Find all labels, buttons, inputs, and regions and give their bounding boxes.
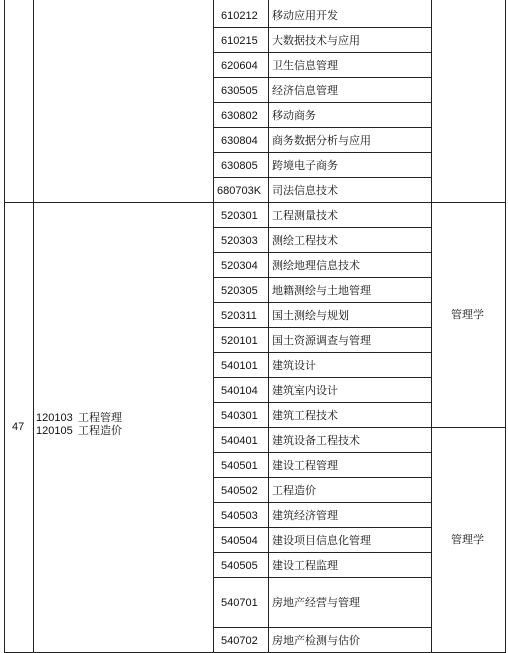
major-code: 540104 — [221, 384, 258, 397]
col-line-0 — [4, 0, 5, 653]
major-code: 540401 — [221, 434, 258, 447]
row-line — [213, 352, 431, 353]
major-code: 540504 — [221, 534, 258, 547]
major-name: 商务数据分析与应用 — [272, 134, 371, 147]
row-line — [213, 377, 431, 378]
major-code: 540501 — [221, 459, 258, 472]
major-code: 620604 — [221, 59, 258, 72]
major-name: 司法信息技术 — [272, 184, 338, 197]
major-code: 540702 — [221, 634, 258, 647]
group-divider — [431, 427, 506, 428]
row-line — [213, 52, 431, 53]
major-name: 国土资源调查与管理 — [272, 334, 371, 347]
major-name: 建设工程管理 — [272, 459, 338, 472]
row-line — [213, 502, 431, 503]
row-line — [213, 477, 431, 478]
major-code: 540503 — [221, 509, 258, 522]
major-name: 建筑设计 — [272, 359, 316, 372]
col-line-4 — [431, 0, 432, 653]
discipline-label: 管理学 — [451, 308, 484, 321]
major-code: 630802 — [221, 109, 258, 122]
major-name: 跨境电子商务 — [272, 159, 338, 172]
row-line — [213, 127, 431, 128]
major-name: 国土测绘与规划 — [272, 309, 349, 322]
row-line — [213, 227, 431, 228]
entry-divider — [4, 202, 506, 203]
major-name: 建设工程监理 — [272, 559, 338, 572]
row-line — [213, 152, 431, 153]
major-name: 测绘地理信息技术 — [272, 259, 360, 272]
row-line — [213, 427, 431, 428]
undergrad-code: 120103 — [36, 412, 73, 424]
row-line — [213, 577, 431, 578]
major-name: 移动商务 — [272, 109, 316, 122]
major-name: 地籍测绘与土地管理 — [272, 284, 371, 297]
major-code: 630804 — [221, 134, 258, 147]
row-line — [213, 527, 431, 528]
major-code: 520101 — [221, 334, 258, 347]
major-code: 540701 — [221, 597, 258, 609]
undergrad-code: 120105 — [36, 425, 73, 437]
major-code: 520304 — [221, 259, 258, 272]
major-name: 房地产经营与管理 — [272, 597, 360, 609]
row-line — [213, 27, 431, 28]
major-code: 610215 — [221, 34, 258, 47]
row-line — [213, 552, 431, 553]
major-name: 大数据技术与应用 — [272, 34, 360, 47]
col-line-1 — [33, 0, 34, 653]
major-name: 卫生信息管理 — [272, 59, 338, 72]
major-name: 工程测量技术 — [272, 209, 338, 222]
row-line — [213, 452, 431, 453]
major-code: 630805 — [221, 159, 258, 172]
col-line-5 — [505, 0, 506, 653]
row-line — [213, 402, 431, 403]
row-line — [213, 77, 431, 78]
row-line — [213, 327, 431, 328]
major-name: 移动应用开发 — [272, 9, 338, 22]
major-name: 建筑经济管理 — [272, 509, 338, 522]
major-code: 680703K — [217, 184, 262, 197]
row-line — [213, 627, 431, 628]
major-code: 540505 — [221, 559, 258, 572]
undergrad-name: 工程管理 — [78, 412, 122, 424]
major-name: 工程造价 — [272, 484, 316, 497]
major-name: 建设项目信息化管理 — [272, 534, 371, 547]
major-code: 520311 — [221, 309, 257, 322]
major-name: 建筑工程技术 — [272, 409, 338, 422]
row-line — [213, 177, 431, 178]
major-name: 经济信息管理 — [272, 84, 338, 97]
major-name: 建筑设备工程技术 — [272, 434, 360, 447]
major-code: 540301 — [221, 409, 258, 422]
major-code: 630505 — [221, 84, 258, 97]
row-line — [213, 252, 431, 253]
row-line — [213, 302, 431, 303]
entry-number: 47 — [12, 421, 25, 433]
major-code: 540101 — [221, 359, 258, 372]
discipline-label: 管理学 — [451, 533, 484, 546]
row-line — [213, 102, 431, 103]
row-line — [213, 277, 431, 278]
undergrad-name: 工程造价 — [78, 425, 122, 437]
major-code: 520305 — [221, 284, 258, 297]
major-name: 建筑室内设计 — [272, 384, 338, 397]
major-code: 610212 — [221, 9, 258, 22]
major-code: 520301 — [221, 209, 258, 222]
major-code: 520303 — [221, 234, 258, 247]
major-code: 540502 — [221, 484, 258, 497]
major-name: 测绘工程技术 — [272, 234, 338, 247]
major-name: 房地产检测与估价 — [272, 634, 360, 647]
